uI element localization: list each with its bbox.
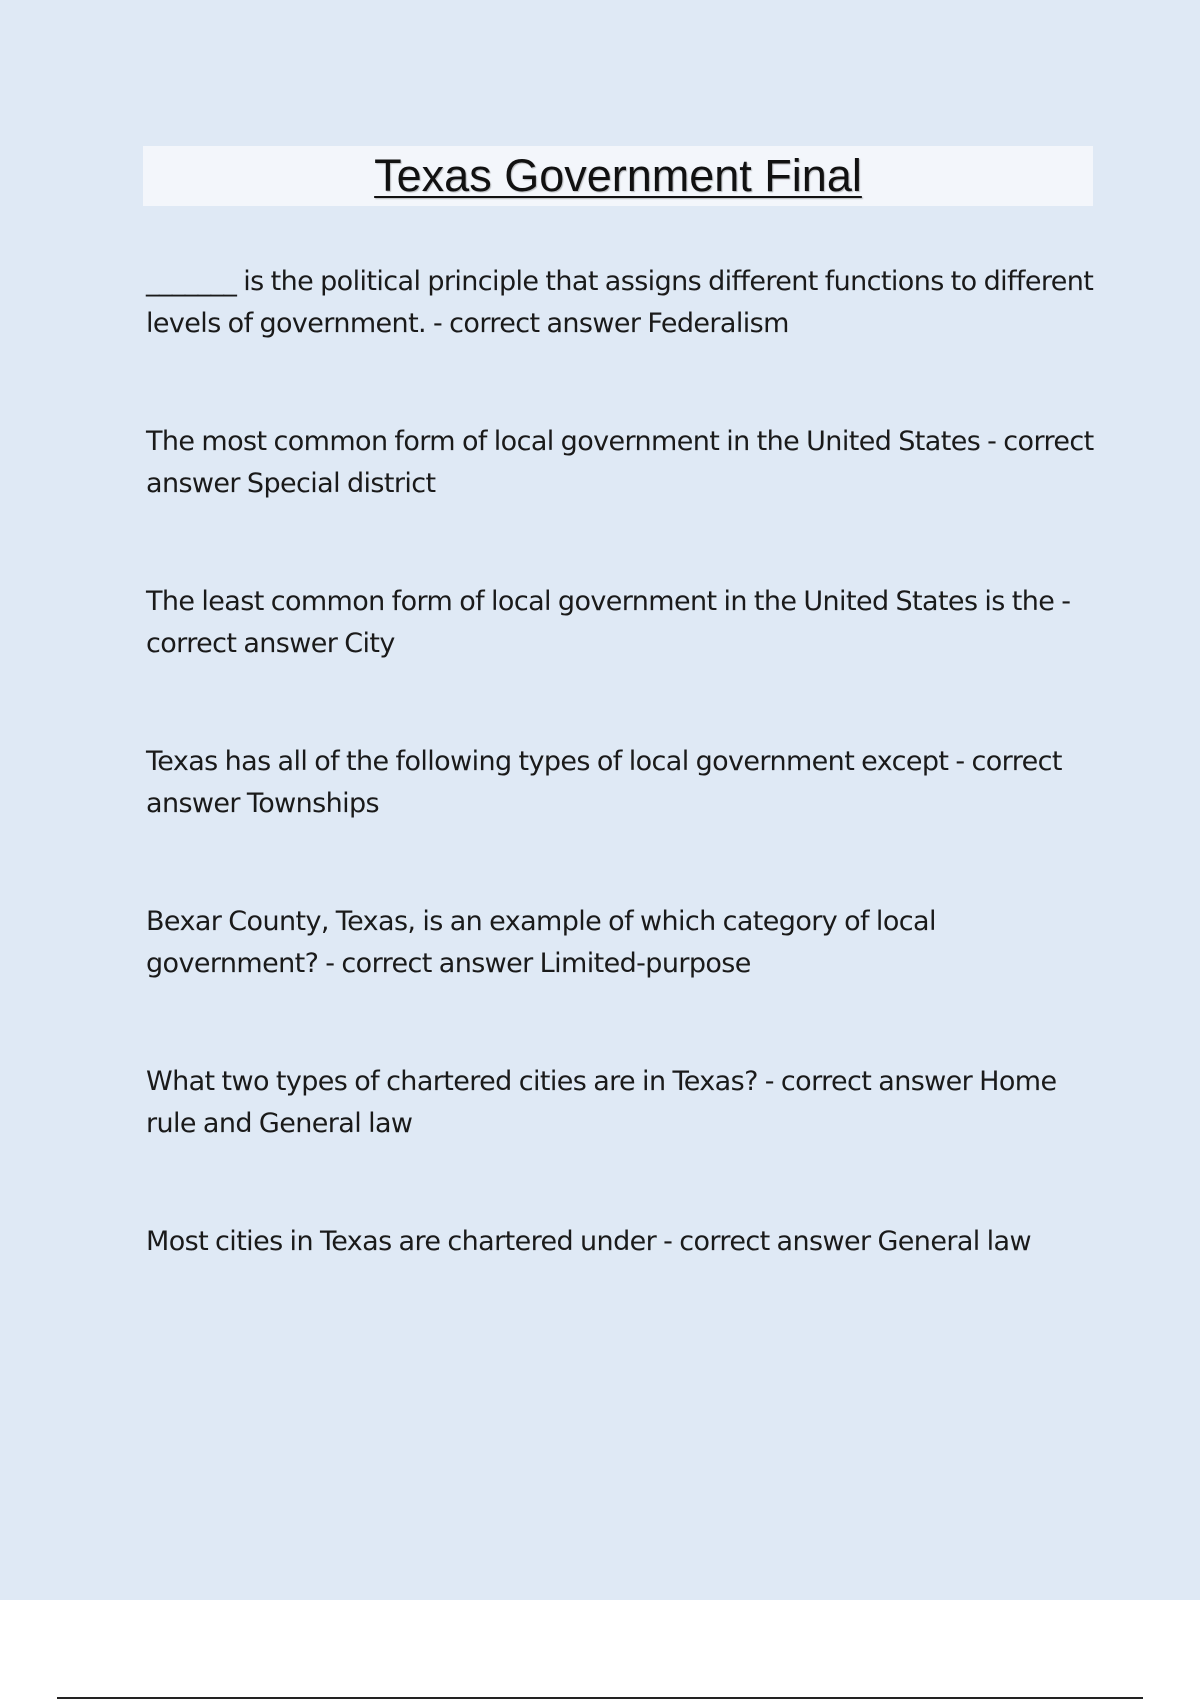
qa-item [146,1061,1106,1221]
answer-text: City [344,628,395,659]
answer-text: Limited-purpose [539,948,751,979]
answer-separator: - correct answer [757,1066,980,1097]
question-text: What two types of chartered cities are in Texas? [146,1066,758,1097]
answer-text: Federalism [647,308,789,339]
question-text: The most common form of local government in the United States [146,426,981,457]
answer-separator: - correct answer [656,1226,878,1257]
question-text: Texas has all of the following types of local government except [146,746,949,777]
answer-separator: - correct answer [146,586,1071,659]
question-text: The least common form of local government in the United States is the [146,586,1055,617]
footer-divider [57,1697,1143,1699]
question-text: _______ is the political principle that assigns different functions to different levels of government. [146,266,1094,339]
qa-item [146,1221,1106,1381]
title-banner [143,146,1093,206]
qa-item [146,581,1106,741]
qa-item [146,421,1106,581]
answer-text: General law [877,1226,1031,1257]
answer-separator: - correct answer [146,746,1062,819]
question-text: Bexar County, Texas, is an example of which category of local government? [146,906,936,979]
answer-separator: - correct answer [146,426,1094,499]
answer-separator: - correct answer [426,308,648,339]
qa-item [146,741,1106,901]
question-text: Most cities in Texas are chartered under [146,1226,657,1257]
answer-text: Special district [246,468,436,499]
answer-text: Home rule and General law [146,1066,1057,1139]
qa-item [146,901,1106,1061]
page-title: Texas Government Final [374,150,862,201]
answer-separator: - correct answer [318,948,540,979]
qa-item [146,261,1106,421]
qa-list [146,261,1106,1381]
answer-text: Townships [246,788,380,819]
